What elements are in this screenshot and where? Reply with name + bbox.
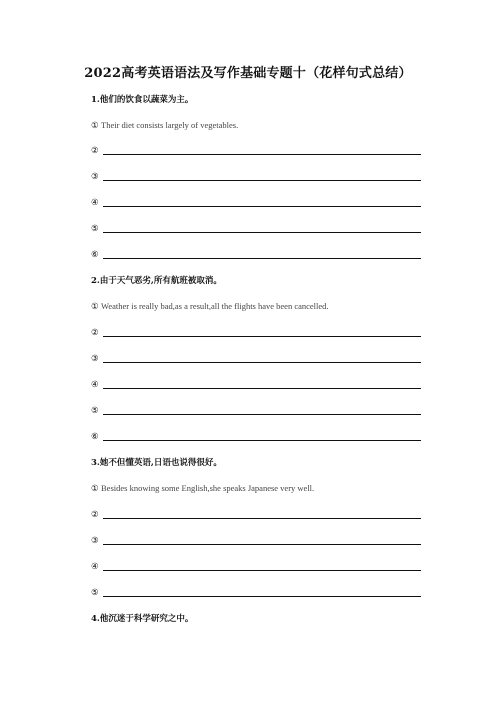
answer-row[interactable]	[91, 196, 421, 208]
item-marker: ④	[91, 197, 99, 207]
item-marker: ③	[91, 353, 99, 363]
answer-blank-line[interactable]	[103, 440, 421, 441]
answer-blank-line[interactable]	[103, 258, 421, 259]
answer-blank-line[interactable]	[103, 206, 421, 207]
example-sentence: Weather is really bad,as a result,all the flights have been cancelled.	[101, 301, 329, 311]
answer-row[interactable]	[91, 144, 421, 156]
answer-blank-line[interactable]	[103, 544, 421, 545]
item-marker: ①	[91, 301, 99, 311]
answer-blank-line[interactable]	[103, 570, 421, 571]
answer-row[interactable]	[91, 508, 421, 520]
item-marker: ①	[91, 120, 99, 130]
answer-row[interactable]	[91, 586, 421, 598]
answer-blank-line[interactable]	[103, 596, 421, 597]
answer-row[interactable]	[91, 170, 421, 182]
item-marker: ④	[91, 379, 99, 389]
item-marker: ①	[91, 483, 99, 493]
item-marker: ⑤	[91, 587, 99, 597]
answer-row	[91, 119, 421, 131]
answer-row[interactable]	[91, 560, 421, 572]
item-marker: ②	[91, 145, 99, 155]
answer-row[interactable]	[91, 430, 421, 442]
answer-blank-line[interactable]	[103, 518, 421, 519]
answer-blank-line[interactable]	[103, 388, 421, 389]
answer-row[interactable]	[91, 378, 421, 390]
answer-blank-line[interactable]	[103, 180, 421, 181]
answer-row[interactable]	[91, 404, 421, 416]
question-3-heading: 3.她不但懂英语,日语也说得很好。	[91, 458, 222, 468]
item-marker: ③	[91, 535, 99, 545]
answer-row[interactable]	[91, 326, 421, 338]
answer-blank-line[interactable]	[103, 232, 421, 233]
item-marker: ⑤	[91, 223, 99, 233]
item-marker: ④	[91, 561, 99, 571]
answer-blank-line[interactable]	[103, 154, 421, 155]
answer-blank-line[interactable]	[103, 414, 421, 415]
example-sentence: Their diet consists largely of vegetables.	[101, 120, 239, 130]
answer-blank-line[interactable]	[103, 362, 421, 363]
answer-row[interactable]	[91, 352, 421, 364]
answer-row[interactable]	[91, 534, 421, 546]
example-sentence: Besides knowing some English,she speaks Japanese very well.	[101, 483, 315, 493]
item-marker: ②	[91, 327, 99, 337]
item-marker: ⑥	[91, 249, 99, 259]
page-title: 2022高考英语语法及写作基础专题十（花样句式总结）	[84, 66, 412, 81]
answer-row[interactable]	[91, 248, 421, 260]
answer-blank-line[interactable]	[103, 336, 421, 337]
question-2-heading: 2.由于天气恶劣,所有航班被取消。	[91, 276, 222, 286]
item-marker: ③	[91, 171, 99, 181]
item-marker: ⑤	[91, 405, 99, 415]
question-1-heading: 1.他们的饮食以蔬菜为主。	[91, 95, 194, 105]
answer-row	[91, 300, 421, 312]
item-marker: ②	[91, 509, 99, 519]
answer-row[interactable]	[91, 222, 421, 234]
question-4-heading: 4.他沉迷于科学研究之中。	[91, 614, 194, 624]
answer-row	[91, 482, 421, 494]
item-marker: ⑥	[91, 431, 99, 441]
